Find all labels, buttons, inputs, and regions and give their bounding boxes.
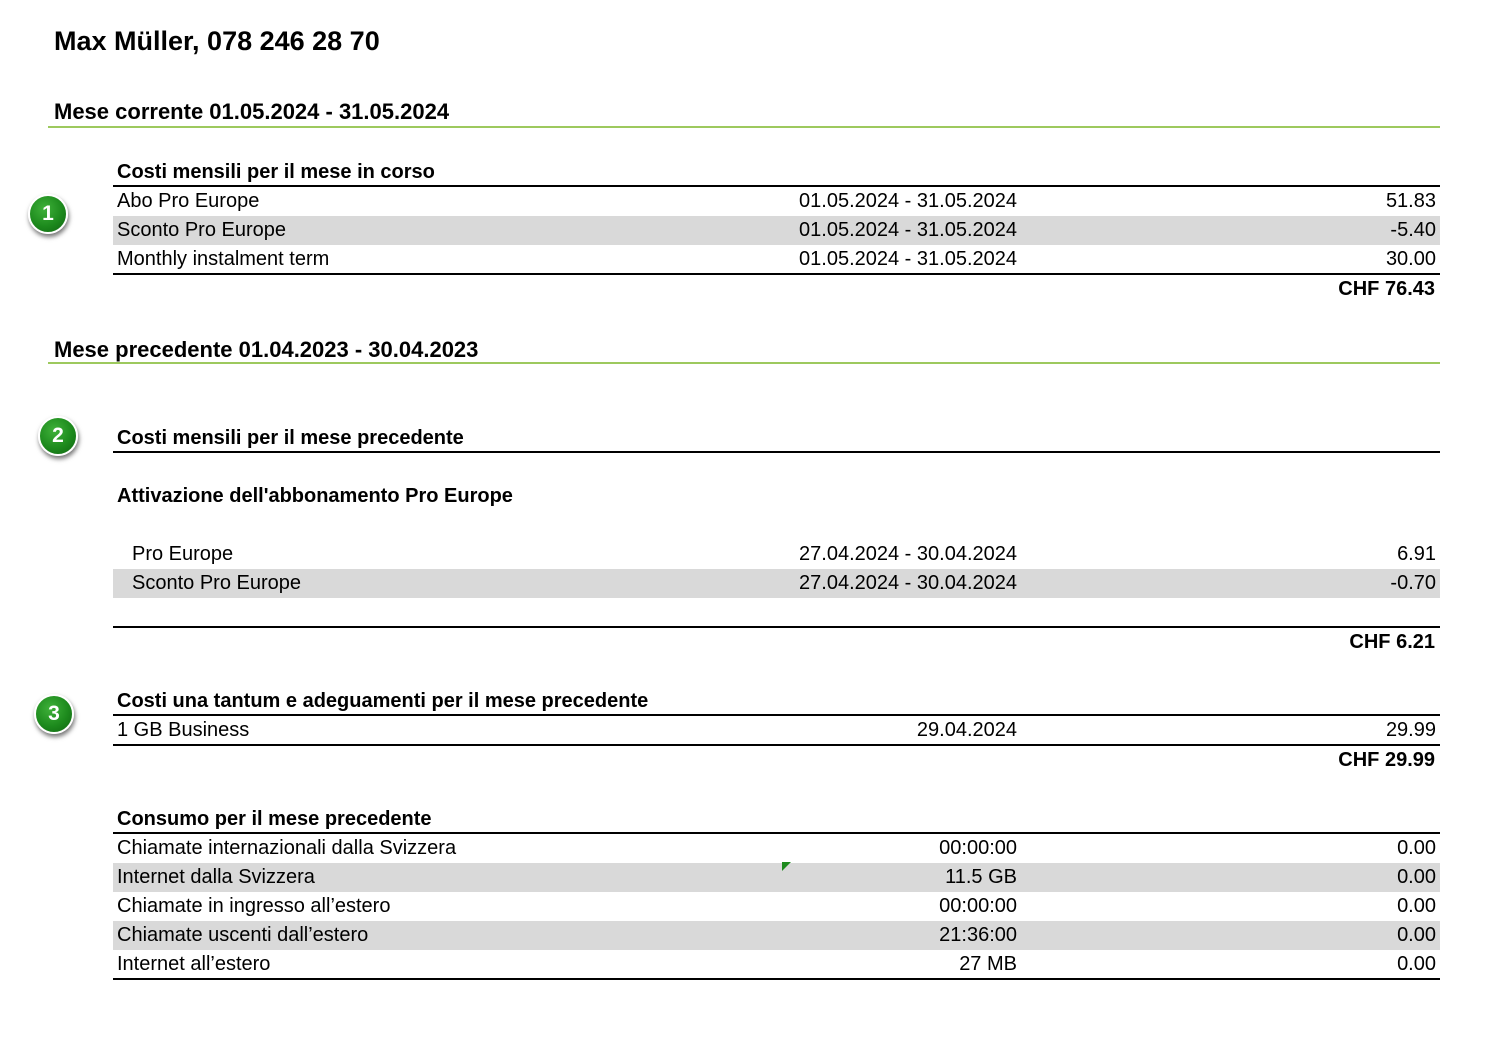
row-amount: 0.00 [1397,866,1436,888]
row-amount: 0.00 [1397,953,1436,975]
current-month-heading: Mese corrente 01.05.2024 - 31.05.2024 [54,99,450,124]
row-label: Chiamate uscenti dall’estero [117,924,369,946]
row-label: Internet all’estero [117,953,271,975]
row-date: 29.04.2024 [916,719,1017,741]
monthly-current-total: CHF 76.43 [1338,278,1435,300]
one-time-bottom-line [113,744,1440,746]
row-label: Chiamate in ingresso all’estero [117,895,391,917]
table-row [113,569,1440,598]
row-amount: 0.00 [1397,837,1436,859]
usage-bottom-line [113,978,1440,980]
badge-2-icon: 2 [38,416,78,456]
row-period: 01.05.2024 - 31.05.2024 [799,190,1017,212]
monthly-previous-total: CHF 6.21 [1349,631,1435,653]
customer-title: Max Müller, 078 246 28 70 [54,26,380,56]
monthly-current-title: Costi mensili per il mese in corso [117,161,435,183]
previous-month-heading: Mese precedente 01.04.2023 - 30.04.2023 [54,337,479,362]
table-row [113,216,1440,245]
table-row [113,716,1440,745]
table-row [113,921,1440,950]
table-row [113,187,1440,216]
activation-title: Attivazione dell'abbonamento Pro Europe [117,485,513,507]
row-amount: 0.00 [1397,895,1436,917]
row-label: Sconto Pro Europe [132,572,301,594]
row-label: Monthly instalment term [117,248,330,270]
row-value: 21:36:00 [939,924,1017,946]
table-row [113,892,1440,921]
previous-month-divider [48,362,1440,364]
row-amount: -0.70 [1390,572,1436,594]
row-amount: -5.40 [1390,219,1436,241]
row-period: 01.05.2024 - 31.05.2024 [799,219,1017,241]
table-row [113,834,1440,863]
row-label: Abo Pro Europe [117,190,260,212]
monthly-previous-title: Costi mensili per il mese precedente [117,427,464,449]
table-row [113,540,1440,569]
row-period: 27.04.2024 - 30.04.2024 [799,543,1017,565]
row-value: 00:00:00 [939,895,1017,917]
monthly-previous-bottom-line [113,626,1440,628]
row-amount: 0.00 [1397,924,1436,946]
row-label: Pro Europe [132,543,234,565]
row-amount: 6.91 [1397,543,1436,565]
table-row [113,245,1440,274]
one-time-total: CHF 29.99 [1338,749,1435,771]
row-amount: 30.00 [1385,248,1436,270]
row-amount: 51.83 [1385,190,1436,212]
row-label: Chiamate internazionali dalla Svizzera [117,837,457,859]
badge-1-icon: 1 [28,194,68,234]
row-label: Sconto Pro Europe [117,219,286,241]
table-row [113,950,1440,979]
one-time-title: Costi una tantum e adeguamenti per il mese precedente [117,690,649,712]
row-value: 00:00:00 [939,837,1017,859]
row-value: 11.5 GB [945,866,1017,888]
row-label: Internet dalla Svizzera [117,866,315,888]
table-row [113,863,1440,892]
badge-3-icon: 3 [34,694,74,734]
row-amount: 29.99 [1385,719,1436,741]
row-period: 27.04.2024 - 30.04.2024 [799,572,1017,594]
row-value: 27 MB [959,953,1017,975]
cell-comment-marker-icon [782,862,791,871]
monthly-previous-top-line [113,451,1440,453]
current-month-divider [48,126,1440,128]
monthly-current-bottom-line [113,273,1440,275]
usage-title: Consumo per il mese precedente [117,808,432,830]
row-label: 1 GB Business [117,719,250,741]
row-period: 01.05.2024 - 31.05.2024 [799,248,1017,270]
